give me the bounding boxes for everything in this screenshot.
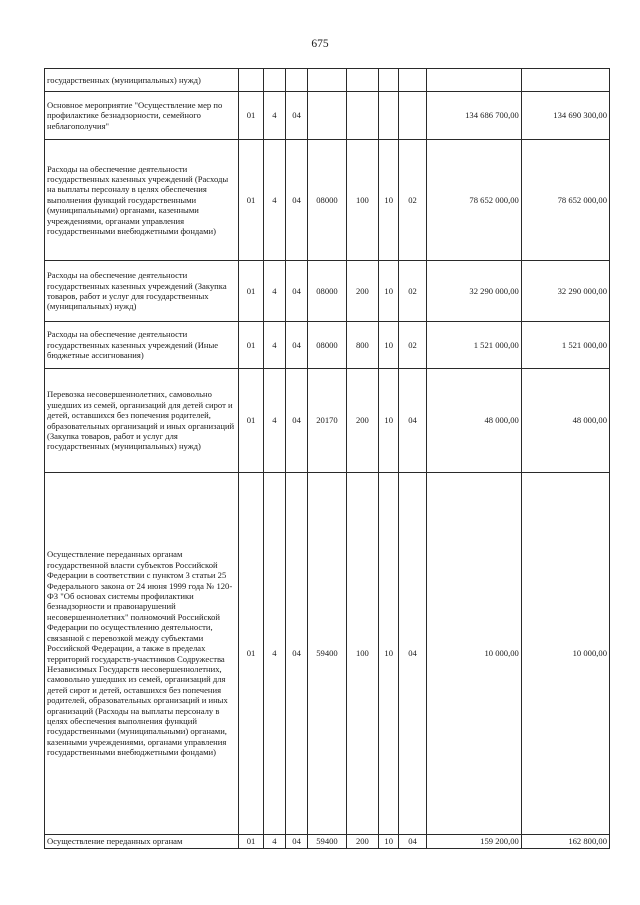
table-body xyxy=(45,69,610,849)
code-cell-4 xyxy=(308,92,346,140)
row-name-cell: Расходы на обеспечение деятельности государственных казенных учреждений (Расходы на выплаты персоналу в целях обеспечения выполнения функций государственными (муниципальными) органами, казенными учреждениями, органами управления государственными внебюджетными фондами) xyxy=(45,140,239,261)
code-cell-2: 4 xyxy=(263,92,285,140)
code-cell-1: 01 xyxy=(239,835,263,849)
code-cell-5: 100 xyxy=(346,140,378,261)
amount-cell-1: 32 290 000,00 xyxy=(426,261,521,322)
code-cell-4: 08000 xyxy=(308,140,346,261)
code-cell-7: 02 xyxy=(399,261,426,322)
table-row xyxy=(45,322,610,369)
code-cell-5: 100 xyxy=(346,473,378,835)
code-cell-7: 02 xyxy=(399,140,426,261)
code-cell-1: 01 xyxy=(239,92,263,140)
code-cell-7: 04 xyxy=(399,835,426,849)
amount-cell-2: 32 290 000,00 xyxy=(521,261,609,322)
code-cell-2: 4 xyxy=(263,473,285,835)
code-cell-5: 200 xyxy=(346,835,378,849)
code-cell-3 xyxy=(285,69,307,92)
code-cell-4: 59400 xyxy=(308,835,346,849)
amount-cell-2: 48 000,00 xyxy=(521,369,609,473)
code-cell-6: 10 xyxy=(379,261,399,322)
code-cell-7 xyxy=(399,92,426,140)
row-name-cell: государственных (муниципальных) нужд) xyxy=(45,69,239,92)
code-cell-3: 04 xyxy=(285,261,307,322)
amount-cell-2: 1 521 000,00 xyxy=(521,322,609,369)
code-cell-2: 4 xyxy=(263,369,285,473)
code-cell-3: 04 xyxy=(285,92,307,140)
table-row xyxy=(45,69,610,92)
table-row xyxy=(45,92,610,140)
code-cell-6 xyxy=(379,69,399,92)
page-number: 675 xyxy=(311,38,329,50)
code-cell-5: 200 xyxy=(346,369,378,473)
amount-cell-2: 78 652 000,00 xyxy=(521,140,609,261)
amount-cell-1: 48 000,00 xyxy=(426,369,521,473)
code-cell-7: 04 xyxy=(399,473,426,835)
table-row xyxy=(45,140,610,261)
code-cell-2 xyxy=(263,69,285,92)
code-cell-7 xyxy=(399,69,426,92)
row-name-cell: Перевозка несовершеннолетних, самовольно ушедших из семей, организаций для детей сирот и детей, оставшихся без попечения родителей, образовательных организаций и иных организаций (Закупка товаров, работ и услуг для государственных (муниципальных) нужд) xyxy=(45,369,239,473)
code-cell-1: 01 xyxy=(239,369,263,473)
code-cell-6: 10 xyxy=(379,322,399,369)
code-cell-1: 01 xyxy=(239,322,263,369)
amount-cell-2 xyxy=(521,69,609,92)
code-cell-4: 08000 xyxy=(308,322,346,369)
code-cell-6: 10 xyxy=(379,140,399,261)
row-name-cell: Расходы на обеспечение деятельности государственных казенных учреждений (Закупка товаров, работ и услуг для государственных (муниципальных) нужд) xyxy=(45,261,239,322)
code-cell-2: 4 xyxy=(263,835,285,849)
code-cell-7: 02 xyxy=(399,322,426,369)
code-cell-3: 04 xyxy=(285,140,307,261)
code-cell-7: 04 xyxy=(399,369,426,473)
code-cell-1: 01 xyxy=(239,261,263,322)
code-cell-3: 04 xyxy=(285,369,307,473)
code-cell-3: 04 xyxy=(285,473,307,835)
code-cell-4 xyxy=(308,69,346,92)
table-row xyxy=(45,473,610,835)
row-name-cell: Расходы на обеспечение деятельности государственных казенных учреждений (Иные бюджетные ассигнования) xyxy=(45,322,239,369)
code-cell-6: 10 xyxy=(379,835,399,849)
amount-cell-2: 134 690 300,00 xyxy=(521,92,609,140)
code-cell-2: 4 xyxy=(263,140,285,261)
amount-cell-2: 162 800,00 xyxy=(521,835,609,849)
code-cell-4: 08000 xyxy=(308,261,346,322)
code-cell-4: 59400 xyxy=(308,473,346,835)
code-cell-1 xyxy=(239,69,263,92)
code-cell-5 xyxy=(346,69,378,92)
row-name-cell: Основное мероприятие "Осуществление мер по профилактике безнадзорности, семейного неблагополучия" xyxy=(45,92,239,140)
code-cell-5: 800 xyxy=(346,322,378,369)
row-name-cell: Осуществление переданных органам государственной власти субъектов Российской Федерации в соответствии с пунктом 3 статьи 25 Федерального закона от 24 июня 1999 года № 120-ФЗ "Об основах системы профилактики безнадзорности и правонарушений несовершеннолетних" полномочий Российской Федерации по осуществлению деятельности, связанной с перевозкой между субъектами Российской Федерации, а также в пределах территорий государств-участников Содружества Независимых Государств несовершеннолетних, самовольно ушедших из семей, организаций для детей сирот и детей, оставшихся без попечения родителей, образовательных организаций и иных организаций (Расходы на выплаты персоналу в целях обеспечения выполнения функций государственными (муниципальными) органами, казенными учреждениями, органами управления государственными внебюджетными фондами) xyxy=(45,473,239,835)
budget-table xyxy=(44,68,610,849)
code-cell-5 xyxy=(346,92,378,140)
code-cell-2: 4 xyxy=(263,322,285,369)
amount-cell-1: 1 521 000,00 xyxy=(426,322,521,369)
code-cell-6: 10 xyxy=(379,369,399,473)
code-cell-4: 20170 xyxy=(308,369,346,473)
amount-cell-1 xyxy=(426,69,521,92)
amount-cell-1: 159 200,00 xyxy=(426,835,521,849)
row-name-cell: Осуществление переданных органам xyxy=(45,835,239,849)
table-row xyxy=(45,369,610,473)
code-cell-3: 04 xyxy=(285,835,307,849)
code-cell-6: 10 xyxy=(379,473,399,835)
code-cell-1: 01 xyxy=(239,473,263,835)
code-cell-5: 200 xyxy=(346,261,378,322)
table-row xyxy=(45,261,610,322)
amount-cell-2: 10 000,00 xyxy=(521,473,609,835)
amount-cell-1: 78 652 000,00 xyxy=(426,140,521,261)
amount-cell-1: 10 000,00 xyxy=(426,473,521,835)
table-row xyxy=(45,835,610,849)
code-cell-2: 4 xyxy=(263,261,285,322)
code-cell-3: 04 xyxy=(285,322,307,369)
code-cell-6 xyxy=(379,92,399,140)
amount-cell-1: 134 686 700,00 xyxy=(426,92,521,140)
code-cell-1: 01 xyxy=(239,140,263,261)
